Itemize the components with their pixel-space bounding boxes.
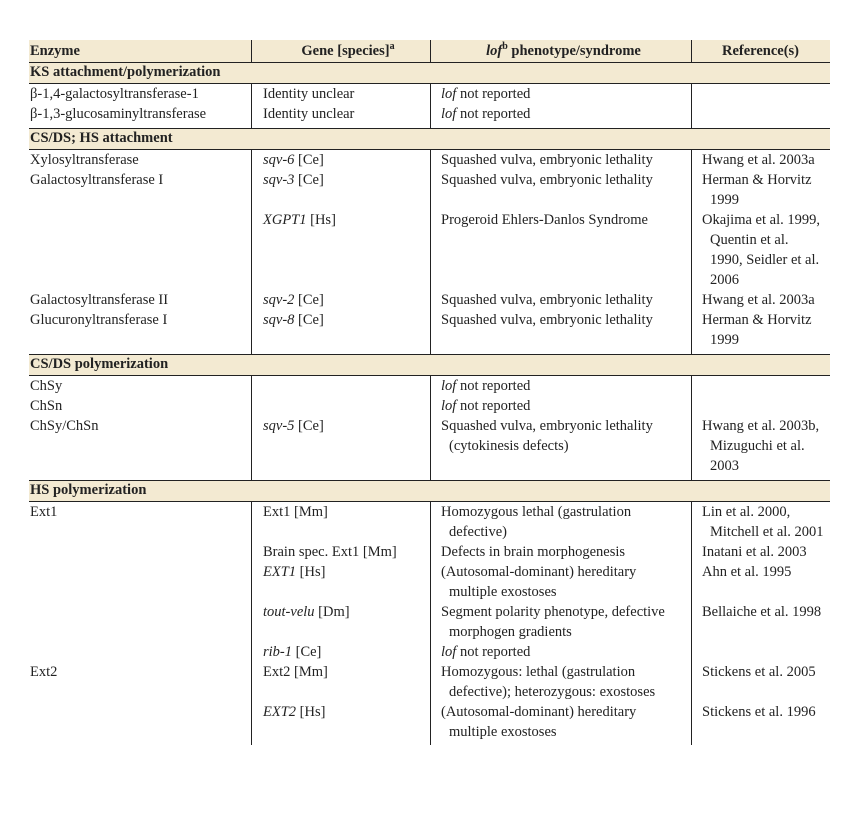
phenotype-text: multiple exostoses — [449, 724, 557, 740]
reference-cell — [702, 416, 832, 476]
phenotype-text: Homozygous lethal (gastrulation — [441, 504, 632, 520]
reference-line: Lin et al. 2000, — [702, 504, 791, 520]
reference-line: Okajima et al. 1999, — [702, 212, 820, 228]
gene-species: Identity unclear — [263, 86, 355, 102]
enzyme-name: Galactosyltransferase II — [30, 292, 169, 308]
enzyme-name: Glucuronyltransferase I — [30, 312, 168, 328]
gene-name — [263, 210, 433, 230]
gene-cell — [263, 602, 433, 622]
gene-name — [263, 84, 433, 104]
phenotype-cell — [441, 376, 691, 396]
gene-name — [263, 662, 433, 682]
gene-symbol: sqv-6 — [263, 152, 295, 168]
enzyme-cell — [30, 170, 248, 190]
header-lof: lof — [486, 43, 503, 59]
reference-line: Stickens et al. 2005 — [702, 664, 816, 680]
phenotype-line — [441, 702, 691, 722]
table-row — [29, 416, 830, 476]
header-gene-sup: a — [389, 41, 395, 53]
gene-species: Brain spec. Ext1 [Mm] — [263, 544, 397, 560]
reference-line: 2003 — [710, 458, 739, 474]
phenotype-text: defective); heterozygous: exostoses — [449, 684, 656, 700]
gene-symbol: sqv-2 — [263, 292, 295, 308]
phenotype-cell — [441, 84, 691, 104]
enzyme-name: ChSy/ChSn — [30, 418, 99, 434]
gene-cell — [263, 562, 433, 582]
gene-name — [263, 502, 433, 522]
reference-cell — [702, 170, 832, 210]
enzyme-cell — [30, 104, 248, 124]
reference-line: Herman & Horvitz — [702, 172, 812, 188]
phenotype-text: Segment polarity phenotype, defective — [441, 604, 665, 620]
section-title: CS/DS polymerization — [30, 356, 169, 372]
phenotype-text: not reported — [459, 378, 531, 394]
phenotype-line — [441, 84, 691, 104]
enzyme-cell — [30, 310, 248, 330]
table-row — [29, 642, 830, 662]
phenotype-line — [441, 562, 691, 582]
phenotype-text: (cytokinesis defects) — [449, 438, 569, 454]
gene-species: [Hs] — [296, 704, 326, 720]
reference-line: Quentin et al. — [710, 232, 789, 248]
gene-species: [Ce] — [294, 312, 324, 328]
gene-name — [263, 150, 433, 170]
reference-line: 1990, Seidler et al. — [710, 252, 820, 268]
reference-cell — [702, 310, 832, 350]
phenotype-line — [441, 542, 691, 562]
gene-symbol: tout-velu — [263, 604, 315, 620]
gene-name — [263, 290, 433, 310]
gene-species: [Ce] — [294, 152, 324, 168]
gene-cell — [263, 642, 433, 662]
gene-species: [Dm] — [314, 604, 350, 620]
phenotype-cell — [441, 602, 691, 642]
table-row — [29, 150, 830, 170]
phenotype-line — [441, 310, 691, 330]
reference-line: Ahn et al. 1995 — [702, 564, 792, 580]
header-references: Reference(s) — [721, 43, 800, 59]
reference-cell — [702, 602, 832, 622]
gene-name — [263, 416, 433, 436]
phenotype-cell — [441, 542, 691, 562]
phenotype-text: Squashed vulva, embryonic lethality — [441, 172, 653, 188]
gene-cell — [263, 416, 433, 436]
reference-cell — [702, 662, 832, 682]
header-phenotype-text: phenotype/syndrome — [507, 43, 641, 59]
phenotype-cell — [441, 104, 691, 124]
phenotype-line — [441, 522, 691, 542]
gene-species: [Ce] — [294, 172, 324, 188]
gene-species: [Hs] — [306, 212, 336, 228]
lof-label: lof — [441, 644, 460, 660]
gene-name — [263, 104, 433, 124]
reference-line: 1999 — [710, 192, 739, 208]
section-header — [29, 128, 830, 150]
phenotype-text: not reported — [459, 106, 531, 122]
phenotype-line — [441, 662, 691, 682]
phenotype-cell — [441, 502, 691, 542]
reference-line: Hwang et al. 2003a — [702, 152, 815, 168]
table-row — [29, 290, 830, 310]
gene-species: Identity unclear — [263, 106, 355, 122]
table-row — [29, 662, 830, 702]
phenotype-text: defective) — [449, 524, 507, 540]
table-row — [29, 376, 830, 396]
phenotype-line — [441, 642, 691, 662]
gene-species: Ext2 [Mm] — [263, 664, 328, 680]
gene-name — [263, 562, 433, 582]
reference-cell — [702, 210, 832, 290]
phenotype-cell — [441, 562, 691, 602]
table-row — [29, 562, 830, 602]
gene-symbol: XGPT1 — [263, 212, 307, 228]
reference-cell — [702, 502, 832, 542]
section-title: CS/DS; HS attachment — [30, 130, 173, 146]
gene-species: [Ce] — [294, 418, 324, 434]
phenotype-text: not reported — [459, 398, 531, 414]
table-row — [29, 170, 830, 210]
phenotype-cell — [441, 396, 691, 416]
phenotype-text: not reported — [459, 644, 531, 660]
gene-cell — [263, 502, 433, 522]
phenotype-line — [441, 682, 691, 702]
section-title: HS polymerization — [30, 482, 147, 498]
reference-cell — [702, 702, 832, 722]
enzyme-cell — [30, 150, 248, 170]
reference-cell — [702, 542, 832, 562]
phenotype-text: Squashed vulva, embryonic lethality — [441, 292, 653, 308]
enzyme-name: ChSn — [30, 398, 63, 414]
reference-line: 1999 — [710, 332, 739, 348]
enzyme-cell — [30, 290, 248, 310]
gene-cell — [263, 84, 433, 104]
reference-line: Mizuguchi et al. — [710, 438, 805, 454]
gene-cell — [263, 150, 433, 170]
enzyme-cell — [30, 662, 248, 682]
gene-cell — [263, 310, 433, 330]
reference-line: Inatani et al. 2003 — [702, 544, 807, 560]
phenotype-line — [441, 170, 691, 190]
header-phenotype — [433, 40, 694, 62]
gene-symbol: sqv-5 — [263, 418, 295, 434]
enzyme-name: Ext2 — [30, 664, 58, 680]
reference-line: Mitchell et al. 2001 — [710, 524, 824, 540]
phenotype-line — [441, 150, 691, 170]
reference-line: Hwang et al. 2003a — [702, 292, 815, 308]
gene-name — [263, 642, 433, 662]
reference-line: Bellaiche et al. 1998 — [702, 604, 822, 620]
gene-symbol: sqv-3 — [263, 172, 295, 188]
phenotype-line — [441, 722, 691, 742]
reference-line: Herman & Horvitz — [702, 312, 812, 328]
phenotype-line — [441, 104, 691, 124]
phenotype-text: Squashed vulva, embryonic lethality — [441, 418, 653, 434]
gene-name — [263, 702, 433, 722]
phenotype-text: multiple exostoses — [449, 584, 557, 600]
section-header — [29, 354, 830, 376]
phenotype-line — [441, 396, 691, 416]
lof-label: lof — [441, 86, 460, 102]
reference-line: Hwang et al. 2003b, — [702, 418, 820, 434]
gene-symbol: EXT1 — [263, 564, 297, 580]
table-row — [29, 210, 830, 290]
phenotype-line — [441, 582, 691, 602]
gene-cell — [263, 290, 433, 310]
phenotype-line — [441, 602, 691, 622]
section-header — [29, 62, 830, 84]
table-row — [29, 502, 830, 542]
gene-species: Ext1 [Mm] — [263, 504, 328, 520]
header-gene — [263, 40, 433, 62]
phenotype-line — [441, 376, 691, 396]
phenotype-line — [441, 290, 691, 310]
header-enzyme: Enzyme — [30, 43, 80, 59]
enzyme-name: Xylosyltransferase — [30, 152, 139, 168]
reference-cell — [702, 150, 832, 170]
enzyme-name: β-1,4-galactosyltransferase-1 — [30, 86, 199, 102]
gene-name — [263, 602, 433, 622]
phenotype-cell — [441, 210, 691, 230]
gene-cell — [263, 702, 433, 722]
phenotype-cell — [441, 310, 691, 330]
phenotype-line — [441, 416, 691, 436]
gene-species: [Hs] — [296, 564, 326, 580]
lof-label: lof — [441, 378, 460, 394]
reference-cell — [702, 290, 832, 310]
table-row — [29, 84, 830, 104]
phenotype-line — [441, 436, 691, 456]
phenotype-text: not reported — [459, 86, 531, 102]
gene-symbol: rib-1 — [263, 644, 292, 660]
gene-name — [263, 170, 433, 190]
phenotype-text: Homozygous: lethal (gastrulation — [441, 664, 636, 680]
enzyme-cell — [30, 376, 248, 396]
table-row — [29, 602, 830, 642]
phenotype-cell — [441, 702, 691, 742]
table-row — [29, 310, 830, 350]
phenotype-text: (Autosomal-dominant) hereditary — [441, 704, 637, 720]
enzyme-cell — [30, 84, 248, 104]
enzyme-name: Galactosyltransferase I — [30, 172, 164, 188]
section-header — [29, 480, 830, 502]
lof-label: lof — [441, 398, 460, 414]
reference-cell — [702, 562, 832, 582]
gene-cell — [263, 662, 433, 682]
phenotype-cell — [441, 150, 691, 170]
lof-label: lof — [441, 106, 460, 122]
table-row — [29, 702, 830, 742]
enzyme-name: Ext1 — [30, 504, 58, 520]
phenotype-text: Defects in brain morphogenesis — [441, 544, 626, 560]
enzyme-cell — [30, 502, 248, 522]
phenotype-cell — [441, 290, 691, 310]
reference-line: Stickens et al. 1996 — [702, 704, 816, 720]
table-row — [29, 104, 830, 124]
phenotype-cell — [441, 416, 691, 456]
enzyme-name: ChSy — [30, 378, 63, 394]
phenotype-cell — [441, 170, 691, 190]
gene-name — [263, 542, 433, 562]
header-gene-text: Gene [species] — [301, 43, 390, 59]
enzyme-name: β-1,3-glucosaminyltransferase — [30, 106, 207, 122]
reference-line: 2006 — [710, 272, 739, 288]
phenotype-line — [441, 210, 691, 230]
gene-cell — [263, 170, 433, 190]
phenotype-cell — [441, 642, 691, 662]
enzyme-table — [29, 40, 830, 745]
gene-cell — [263, 104, 433, 124]
gene-species: [Ce] — [294, 292, 324, 308]
phenotype-line — [441, 502, 691, 522]
phenotype-cell — [441, 662, 691, 702]
table-row — [29, 396, 830, 416]
gene-species: [Ce] — [292, 644, 322, 660]
phenotype-text: (Autosomal-dominant) hereditary — [441, 564, 637, 580]
enzyme-cell — [30, 396, 248, 416]
gene-name — [263, 310, 433, 330]
gene-symbol: sqv-8 — [263, 312, 295, 328]
header-lof-sup: b — [502, 41, 508, 53]
phenotype-text: Squashed vulva, embryonic lethality — [441, 312, 653, 328]
gene-cell — [263, 542, 433, 562]
gene-cell — [263, 210, 433, 230]
phenotype-text: morphogen gradients — [449, 624, 572, 640]
phenotype-text: Squashed vulva, embryonic lethality — [441, 152, 653, 168]
phenotype-line — [441, 622, 691, 642]
table-row — [29, 542, 830, 562]
gene-symbol: EXT2 — [263, 704, 297, 720]
section-title: KS attachment/polymerization — [30, 64, 221, 80]
enzyme-cell — [30, 416, 248, 436]
phenotype-text: Progeroid Ehlers-Danlos Syndrome — [441, 212, 648, 228]
